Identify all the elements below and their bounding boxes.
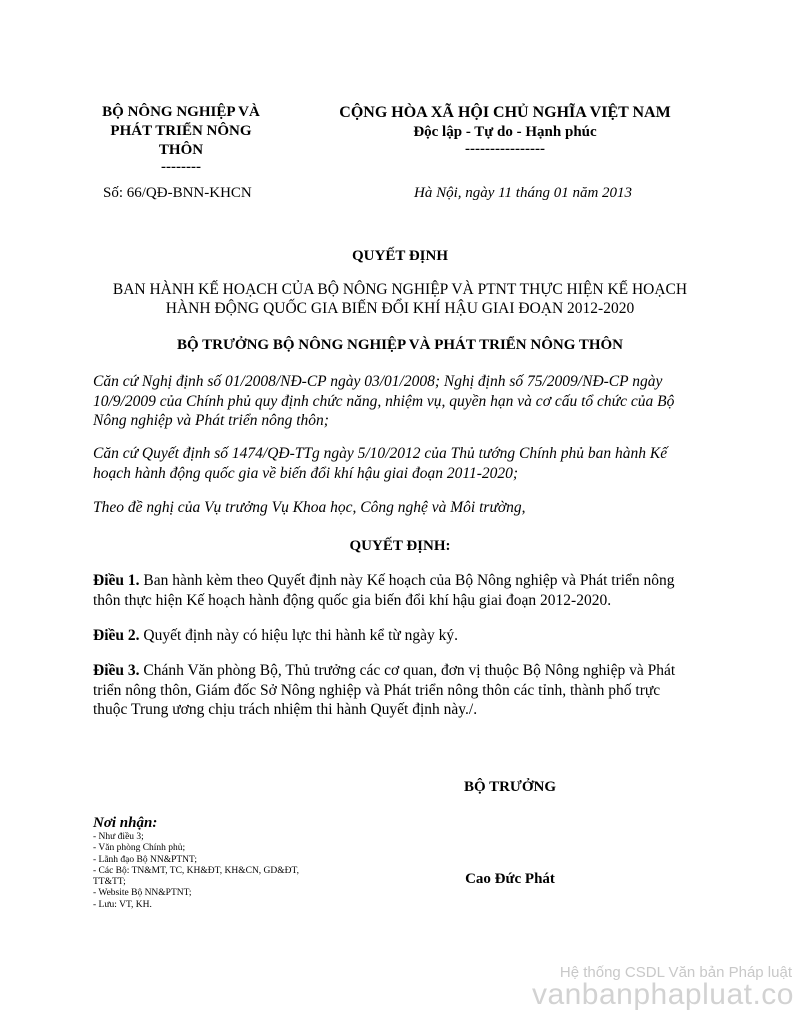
text-line: Quyết định này có hiệu lực thi hành kể từ ngày ký. xyxy=(143,627,459,644)
text-line: Căn cứ Nghị định số 01/2008/NĐ-CP ngày 03/01/2008; Nghị định số 75/2009/NĐ-CP ngày xyxy=(93,373,663,390)
recipient-item: - Lưu: VT, KH. xyxy=(93,899,152,910)
recipient-item: - Như điều 3; xyxy=(93,832,144,842)
legal-basis-3 xyxy=(93,498,708,518)
national-heading xyxy=(290,103,720,156)
ministry-dashes: -------- xyxy=(161,159,201,175)
document-subtitle xyxy=(0,280,800,318)
article-label: Điều 2. xyxy=(93,627,140,644)
article-2 xyxy=(93,626,708,646)
article-label: Điều 1. xyxy=(93,572,140,589)
article-1 xyxy=(93,571,708,610)
text-line: 10/9/2009 của Chính phủ quy định chức năng, nhiệm vụ, quyền hạn và cơ cấu tổ chức của Bộ xyxy=(93,392,675,410)
signer-title: BỘ TRƯỞNG xyxy=(463,779,557,795)
text-line: Nông nghiệp và Phát triển nông thôn; xyxy=(93,412,329,429)
article-3 xyxy=(93,661,708,720)
watermark-caption: Hệ thống CSDL Văn bản Pháp luật xyxy=(559,964,792,981)
text-line: triển nông thôn, Giám đốc Sở Nông nghiệp và Phát triển nông thôn các tỉnh, thành phố trực xyxy=(93,681,661,699)
recipient-item: - Văn phòng Chính phủ; xyxy=(93,843,186,854)
text-line: thôn thực hiện Kế hoạch hành động quốc gia biến đổi khí hậu giai đoạn 2012-2020. xyxy=(93,591,612,609)
national-motto: Độc lập - Tự do - Hạnh phúc xyxy=(413,124,597,140)
place-date: Hà Nội, ngày 11 tháng 01 năm 2013 xyxy=(414,185,633,201)
recipient-item: - Website Bộ NN&PTNT; xyxy=(93,888,192,899)
text-line: thuộc Trung ương chịu trách nhiệm thi hành Quyết định này./. xyxy=(93,701,478,718)
recipient-item: - Lãnh đạo Bộ NN&PTNT; xyxy=(93,854,197,865)
text-line: Căn cứ Quyết định số 1474/QĐ-TTg ngày 5/10/2012 của Thủ tướng Chính phủ ban hành Kế xyxy=(93,445,668,462)
recipient-item: - Các Bộ: TN&MT, TC, KH&ĐT, KH&CN, GD&ĐT, xyxy=(93,865,299,876)
text-line: Theo đề nghị của Vụ trưởng Vụ Khoa học, Công nghệ và Môi trường, xyxy=(93,499,526,516)
text-line: Chánh Văn phòng Bộ, Thủ trưởng các cơ quan, đơn vị thuộc Bộ Nông nghiệp và Phát xyxy=(143,662,676,679)
recipients-label: Nơi nhận: xyxy=(93,815,158,831)
ministry-line: BỘ NÔNG NGHIỆP VÀ xyxy=(102,104,260,120)
subtitle-line: BAN HÀNH KẾ HOẠCH CỦA BỘ NÔNG NGHIỆP VÀ PTNT THỰC HIỆN KẾ HOẠCH xyxy=(112,281,688,298)
signer-name: Cao Đức Phát xyxy=(465,871,555,887)
text-line: Ban hành kèm theo Quyết định này Kế hoạch của Bộ Nông nghiệp và Phát triển nông xyxy=(143,572,675,589)
recipient-item: TT&TT; xyxy=(93,877,126,888)
issuing-authority: BỘ TRƯỞNG BỘ NÔNG NGHIỆP VÀ PHÁT TRIỂN NÔNG THÔN xyxy=(176,337,624,353)
ministry-line: PHÁT TRIỂN NÔNG xyxy=(110,123,252,139)
document-title: QUYẾT ĐỊNH xyxy=(352,248,448,264)
motto-dashes: ---------------- xyxy=(465,141,545,157)
legal-basis-2 xyxy=(93,444,708,483)
ministry-line: THÔN xyxy=(158,142,204,158)
article-label: Điều 3. xyxy=(93,662,140,679)
recipients-list xyxy=(93,832,353,911)
text-line: hoạch hành động quốc gia về biến đổi khí hậu giai đoạn 2011-2020; xyxy=(93,464,519,482)
republic-name: CỘNG HÒA XÃ HỘI CHỦ NGHĨA VIỆT NAM xyxy=(339,104,671,121)
recipients-block xyxy=(93,815,353,911)
issuing-ministry xyxy=(86,103,276,174)
subtitle-line: HÀNH ĐỘNG QUỐC GIA BIẾN ĐỔI KHÍ HẬU GIAI ĐOẠN 2012-2020 xyxy=(165,300,635,317)
decision-heading: QUYẾT ĐỊNH: xyxy=(349,538,451,554)
document-number: Số: 66/QĐ-BNN-KHCN xyxy=(103,185,252,201)
legal-basis-1 xyxy=(93,372,708,431)
watermark-site: vanbanphapluat.co xyxy=(531,978,794,1011)
